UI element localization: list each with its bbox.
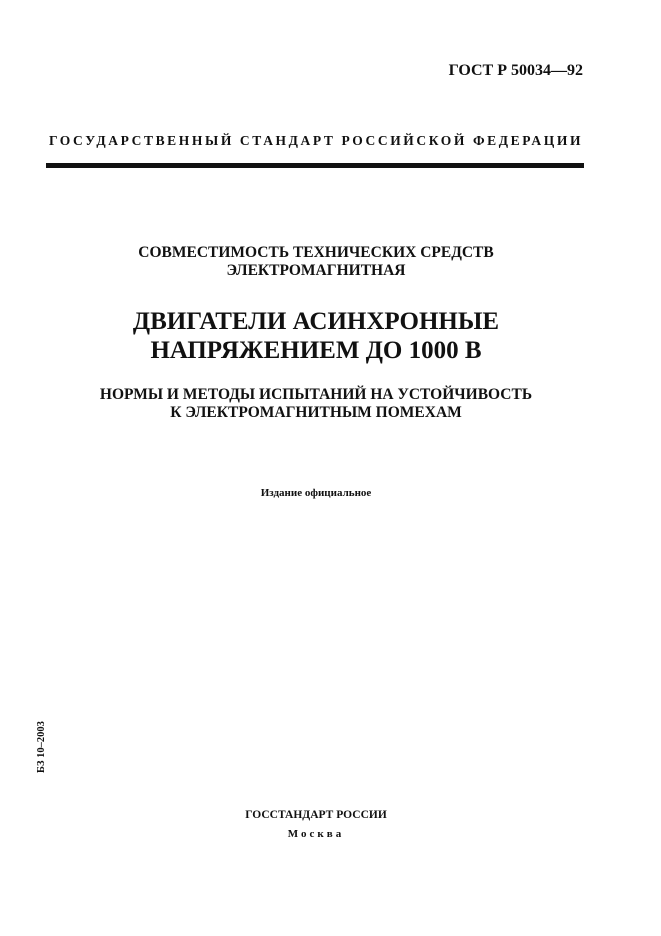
heading-divider (46, 163, 584, 168)
title-line: ДВИГАТЕЛИ АСИНХРОННЫЕ (132, 308, 500, 335)
subtitle-line: НОРМЫ И МЕТОДЫ ИСПЫТАНИЙ НА УСТОЙЧИВОСТЬ (99, 386, 533, 403)
subject-line: СОВМЕСТИМОСТЬ ТЕХНИЧЕСКИХ СРЕДСТВ (138, 244, 494, 261)
standard-title (0, 307, 632, 365)
edition-label: Издание официальное (260, 487, 372, 499)
vertical-side-note: БЗ 10–2003 (36, 721, 47, 773)
standard-subtitle (0, 386, 632, 422)
publisher-name: ГОССТАНДАРТ РОССИИ (245, 809, 387, 821)
standard-subject (0, 244, 632, 280)
title-line: НАПРЯЖЕНИЕМ ДО 1000 В (150, 337, 482, 364)
state-standard-heading: ГОСУДАРСТВЕННЫЙ СТАНДАРТ РОССИЙСКОЙ ФЕДЕРАЦИИ (48, 133, 584, 148)
subtitle-line: К ЭЛЕКТРОМАГНИТНЫМ ПОМЕХАМ (170, 404, 462, 421)
publisher-city: Москва (287, 828, 345, 840)
document-number: ГОСТ Р 50034—92 (448, 62, 583, 79)
subject-line: ЭЛЕКТРОМАГНИТНАЯ (226, 262, 406, 279)
